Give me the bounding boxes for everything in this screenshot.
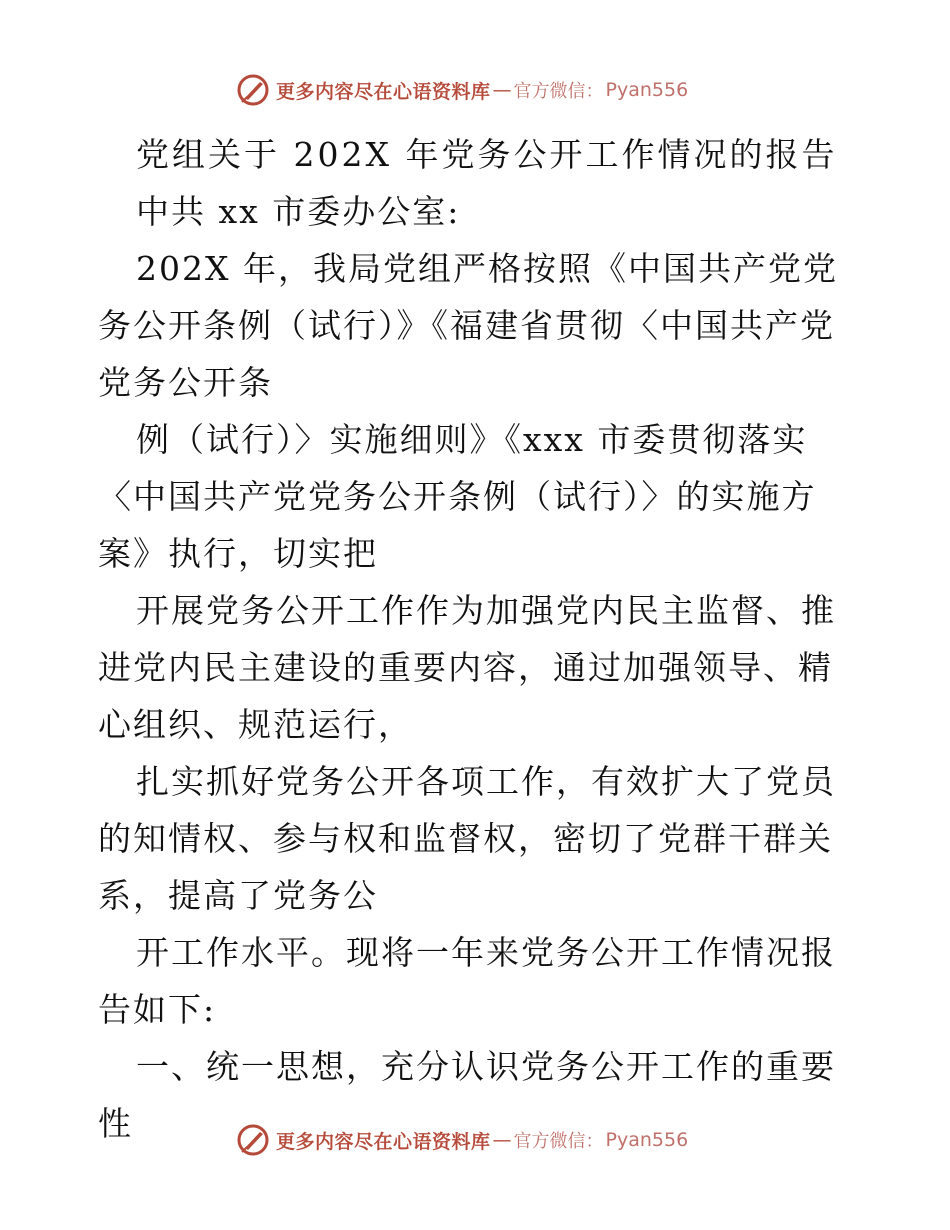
watermark-brand: 更多内容尽在心语资料库	[276, 1130, 491, 1153]
quill-pen-logo-icon	[236, 73, 270, 107]
watermark-separator: —	[492, 79, 512, 101]
watermark-wechat-id: Pyan556	[605, 79, 689, 101]
watermark-footer	[236, 1122, 688, 1158]
watermark-header	[236, 72, 688, 108]
watermark-wechat-label: 官方微信：	[513, 1131, 604, 1152]
document-body	[98, 126, 858, 1152]
watermark-wechat-id: Pyan556	[605, 1129, 689, 1151]
quill-pen-logo-icon	[236, 1123, 270, 1157]
document-addressee: 中共 xx 市委办公室:	[136, 192, 461, 231]
body-paragraph: 202X 年，我局党组严格按照《中国共产党党务公开条例（试行）》《福建省贯彻〈中国共产党党务公开条	[98, 249, 838, 402]
body-paragraph: 开展党务公开工作作为加强党内民主监督、推进党内民主建设的重要内容，通过加强领导、精心组织、规范运行，	[98, 591, 836, 744]
watermark-brand: 更多内容尽在心语资料库	[276, 80, 491, 103]
body-paragraph: 开工作水平。现将一年来党务公开工作情况报告如下:	[98, 933, 836, 1029]
body-paragraph: 例（试行）〉实施细则》《xxx 市委贯彻落实〈中国共产党党务公开条例（试行）〉的实施方案》执行，切实把	[98, 420, 817, 573]
section-heading: 一、统一思想，充分认识党务公开工作的重要性	[98, 1047, 836, 1143]
document-title: 党组关于 202X 年党务公开工作情况的报告	[136, 135, 838, 174]
watermark-separator: —	[492, 1129, 512, 1151]
watermark-wechat-label: 官方微信：	[513, 81, 604, 102]
body-paragraph: 扎实抓好党务公开各项工作，有效扩大了党员的知情权、参与权和监督权，密切了党群干群关系，提高了党务公	[98, 762, 836, 915]
